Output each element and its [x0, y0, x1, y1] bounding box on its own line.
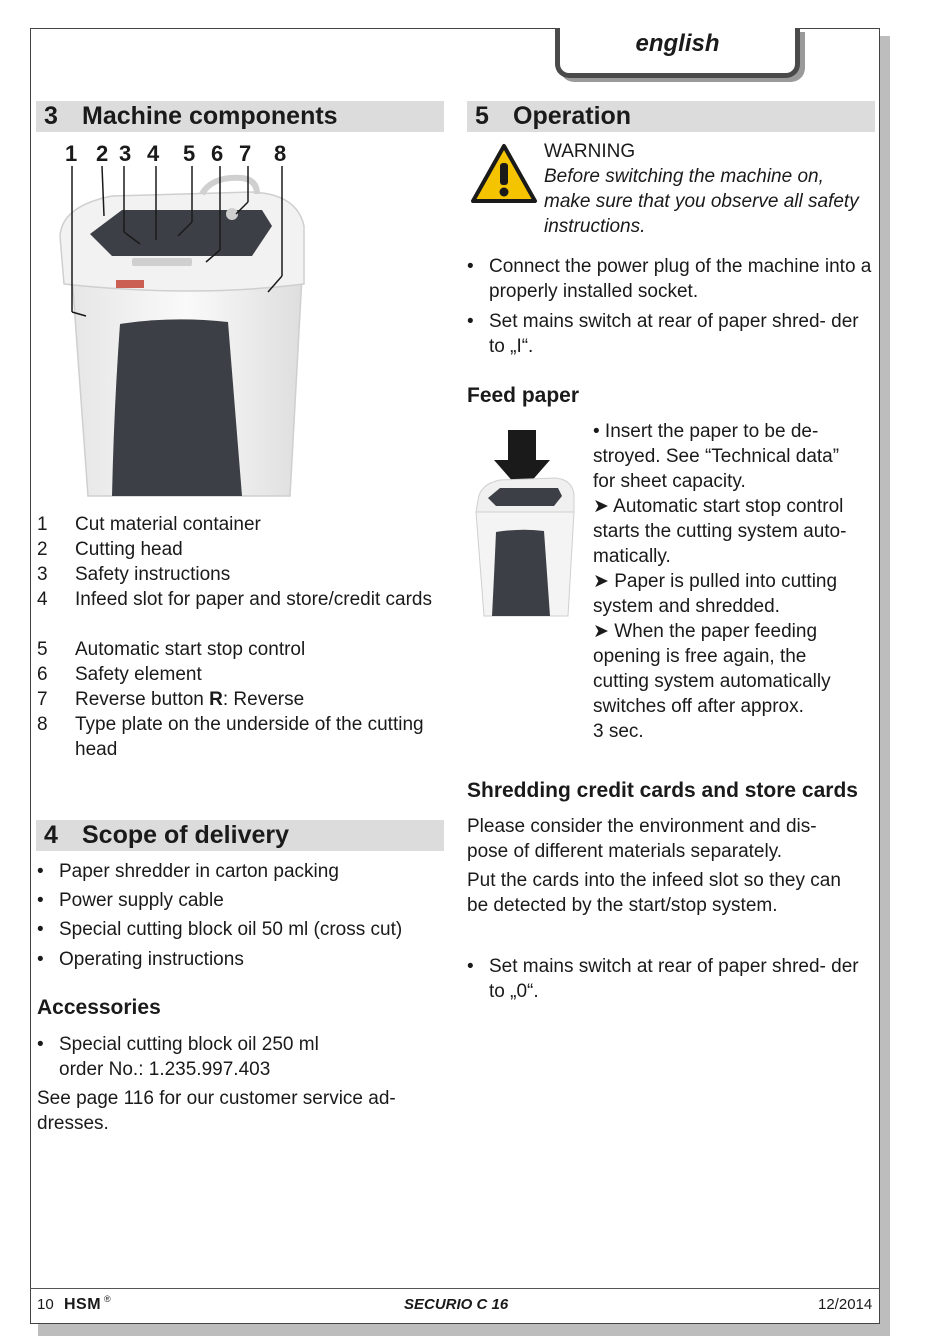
section-5-heading: [467, 101, 875, 132]
callout-5: 5: [183, 141, 196, 166]
feed-paper-illustration: [470, 428, 582, 618]
cards-paragraph-2: Put the cards into the infeed slot so they can be detected by the start/stop system.: [467, 870, 841, 916]
feed-paper-heading: Feed paper: [467, 384, 580, 407]
operation-step: • Connect the power plug of the machine into a properly installed socket.: [467, 256, 872, 302]
legend-item-3: 3 Safety instructions: [37, 564, 231, 585]
callout-8: 8: [274, 141, 287, 166]
feed-instructions: • Insert the paper to be de- stroyed. See “Technical data” for sheet capacity. ➤ Automatic start stop control starts the cutting system auto- matically. ➤ Paper is pulled into cutting system and shredded. ➤ When the paper feeding opening is free again, the cutting system automatically switches off after approx. 3 sec.: [593, 421, 847, 742]
section-4-heading: [36, 820, 444, 851]
section-5-title: Operation: [513, 102, 632, 130]
section-3-heading: [36, 101, 444, 132]
callout-1: 1: [65, 141, 78, 166]
publication-date: 12/2014: [818, 1296, 873, 1313]
section-4-title: Scope of delivery: [82, 821, 290, 849]
callout-2: 2: [96, 141, 109, 166]
accessories-heading: Accessories: [37, 996, 161, 1019]
callout-6: 6: [211, 141, 224, 166]
cards-paragraph-1: Please consider the environment and dis- pose of different materials separately.: [467, 816, 817, 862]
legend-item-5: 5 Automatic start stop control: [37, 639, 306, 660]
service-note: See page 116 for our customer service ad- dresses.: [37, 1088, 396, 1134]
legend-item-1: 1 Cut material container: [37, 514, 261, 535]
page-number: 10: [37, 1296, 54, 1313]
warning-title: WARNING: [544, 141, 636, 162]
legend-item-2: 2 Cutting head: [37, 539, 183, 560]
brand-logo: HSM: [64, 1296, 102, 1313]
model-name: SECURIO C 16: [404, 1296, 509, 1313]
legend-item-7: 7 Reverse button R: Reverse: [37, 689, 305, 710]
legend-item-6: 6 Safety element: [37, 664, 202, 685]
delivery-item: • Paper shredder in carton packing: [37, 861, 339, 882]
accessory-item: • Special cutting block oil 250 ml order No.: 1.235.997.403: [37, 1034, 319, 1080]
callout-3: 3: [119, 141, 132, 166]
operation-step: • Set mains switch at rear of paper shred- der to „I“.: [467, 311, 859, 357]
section-3-number: 3: [44, 102, 58, 130]
delivery-item: • Power supply cable: [37, 890, 224, 911]
operation-final-step: • Set mains switch at rear of paper shred- der to „0“.: [467, 956, 859, 1002]
warning-icon: [470, 143, 538, 205]
warning-text: Before switching the machine on, make sure that you observe all safety instructions.: [544, 166, 859, 237]
language-label: english: [635, 30, 720, 57]
credit-cards-heading: Shredding credit cards and store cards: [467, 779, 858, 802]
language-tab: [555, 28, 800, 78]
section-3-title: Machine components: [82, 102, 338, 130]
shredder-illustration: [52, 166, 322, 500]
legend-item-4: 4 Infeed slot for paper and store/credit cards: [37, 589, 432, 610]
legend-item-8: 8 Type plate on the underside of the cutting head: [37, 714, 424, 760]
delivery-item: • Operating instructions: [37, 949, 244, 970]
section-4-number: 4: [44, 821, 58, 849]
footer-divider: [30, 1288, 880, 1289]
callout-7: 7: [239, 141, 252, 166]
callout-4: 4: [147, 141, 160, 166]
brand-registered-mark: ®: [104, 1294, 111, 1304]
section-5-number: 5: [475, 102, 489, 130]
delivery-item: • Special cutting block oil 50 ml (cross cut): [37, 919, 403, 940]
